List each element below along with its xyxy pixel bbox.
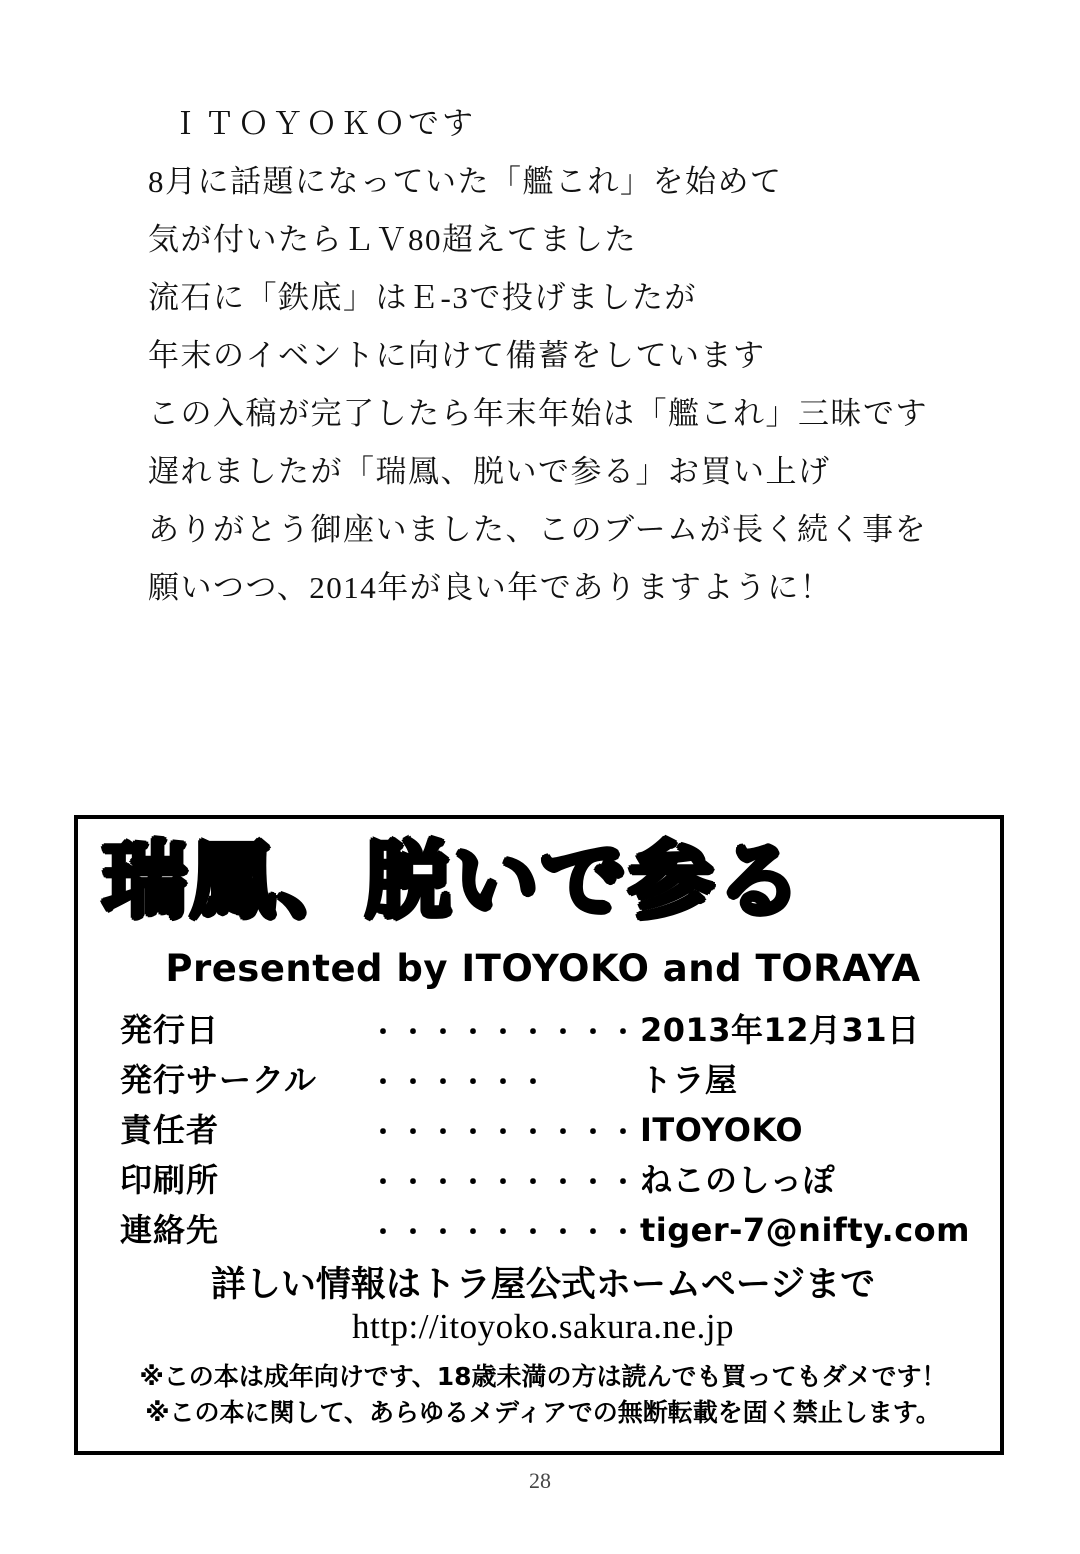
row-dots: ・・・・・・・・・ (369, 1168, 640, 1198)
afterword-line: 流石に「鉄底」はＥ-3で投げましたが (148, 280, 697, 315)
row-dots: ・・・・・・・・・ (369, 1018, 640, 1048)
row-dots: ・・・・・・・・・ (369, 1218, 640, 1248)
row-label: 発行サークル (120, 1061, 318, 1099)
row-label: 責任者 (120, 1111, 220, 1149)
row-dots: ・・・・・・・・・ (369, 1118, 640, 1148)
afterword-line: ＩＴＯＹＯＫＯです (170, 106, 476, 141)
afterword-line: 年末のイベントに向けて備蓄をしています (148, 338, 766, 373)
afterword-line: 8月に話題になっていた「艦これ」を始めて (148, 164, 783, 199)
row-value-contact: tiger-7@nifty.com (639, 1211, 970, 1249)
row-value: 2013年12月31日 (639, 1011, 920, 1049)
colophon-title: 瑞鳳、脱いで参る (102, 832, 804, 930)
afterword-text-block (148, 95, 988, 617)
afterword-line: 遅れましたが「瑞鳳、脱いで参る」お買い上げ (148, 454, 831, 489)
row-dots: ・・・・・・ (369, 1068, 550, 1098)
afterword-line: 願いつつ、2014年が良い年でありますように！ (148, 570, 833, 605)
afterword-line: ありがとう御座いました、このブームが長く続く事を (148, 512, 928, 547)
row-value: ねこのしっぽ (639, 1161, 835, 1199)
colophon-info-table (120, 1007, 970, 1257)
row-value: ITOYOKO (639, 1111, 804, 1149)
afterword-line: 気が付いたらＬＶ80超えてました (148, 222, 637, 257)
table-row (120, 1107, 970, 1157)
row-label: 発行日 (120, 1011, 220, 1049)
presented-by-line: Presented by ITOYOKO and TORAYA (165, 947, 921, 990)
table-row (120, 1157, 970, 1207)
colophon-box (74, 815, 1004, 1455)
row-label: 印刷所 (120, 1161, 220, 1199)
row-value: トラ屋 (639, 1061, 738, 1099)
table-row (120, 1057, 970, 1107)
page-number: 28 (529, 1468, 551, 1493)
website-url[interactable]: http://itoyoko.sakura.ne.jp (352, 1307, 734, 1346)
website-info-line: 詳しい情報はトラ屋公式ホームページまで (210, 1265, 876, 1305)
row-label: 連絡先 (120, 1211, 220, 1249)
table-row (120, 1207, 970, 1257)
table-row (120, 1007, 970, 1057)
age-notice: ※この本は成年向けです、18歳未満の方は読んでも買ってもダメです！ (139, 1362, 947, 1391)
afterword-line: この入稿が完了したら年末年始は「艦これ」三昧です (148, 396, 928, 431)
reprint-notice: ※この本に関して、あらゆるメディアでの無断転載を固く禁止します。 (145, 1398, 941, 1427)
